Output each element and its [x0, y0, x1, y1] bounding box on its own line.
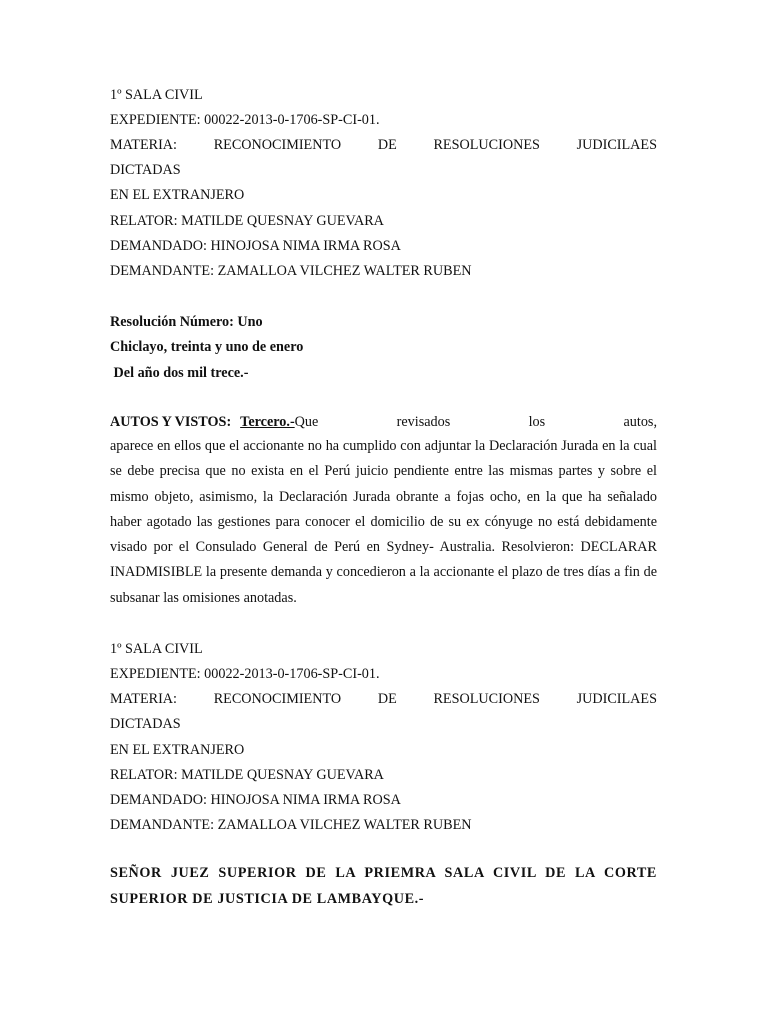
- materia-word: MATERIA:: [110, 691, 177, 707]
- senor-juez-heading: SEÑOR JUEZ SUPERIOR DE LA PRIEMRA SALA CIVIL DE LA CORTE SUPERIOR DE JUSTICIA DE LAMBAYQUE.-: [110, 865, 657, 907]
- relator-label: RELATOR: MATILDE QUESNAY GUEVARA: [110, 213, 384, 229]
- expediente-label: EXPEDIENTE: 00022-2013-0-1706-SP-CI-01.: [110, 666, 380, 682]
- autos-lead-line: [110, 413, 657, 431]
- materia-word: RECONOCIMIENTO: [213, 691, 342, 707]
- materia-word: MATERIA:: [110, 137, 177, 153]
- materia-line-3: EN EL EXTRANJERO: [110, 187, 245, 203]
- materia-line: [110, 690, 657, 708]
- materia-word: RESOLUCIONES: [433, 691, 540, 707]
- materia-line-3: EN EL EXTRANJERO: [110, 742, 245, 758]
- relator-label: RELATOR: MATILDE QUESNAY GUEVARA: [110, 767, 384, 783]
- autos-y-vistos: AUTOS Y VISTOS:: [110, 414, 232, 430]
- demandado-label: DEMANDADO: HINOJOSA NIMA IRMA ROSA: [110, 792, 401, 808]
- materia-word: DE: [377, 691, 397, 707]
- tercero-label: Tercero.-: [240, 414, 295, 430]
- sala-label: 1º SALA CIVIL: [110, 87, 203, 103]
- materia-word: DE: [377, 137, 397, 153]
- materia-word: JUDICILAES: [576, 691, 657, 707]
- resolucion-fecha-1: Chiclayo, treinta y uno de enero: [110, 339, 304, 355]
- materia-word: RESOLUCIONES: [433, 137, 540, 153]
- demandado-label: DEMANDADO: HINOJOSA NIMA IRMA ROSA: [110, 238, 401, 254]
- demandante-label: DEMANDANTE: ZAMALLOA VILCHEZ WALTER RUBEN: [110, 263, 472, 279]
- autos-body: aparece en ellos que el accionante no ha cumplido con adjuntar la Declaración Jurada en la cual se debe precisa que no exista en el Perú juicio pendiente entre las mismas partes y sobre el mismo objeto, asimismo, la Declaración Jurada obrante a fojas ocho, en la que ha señalado haber agotado las gestiones para conocer el domicilio de su ex cónyuge no está debidamente visado por el Consulado General de Perú en Sydney- Australia. Resolvieron: DECLARAR INADMISIBLE la presente demanda y concedieron a la accionante el plazo de tres días a fin de subsanar las omisiones anotadas.: [110, 438, 657, 606]
- materia-line-2: DICTADAS: [110, 716, 181, 732]
- resolucion-numero: Resolución Número: Uno: [110, 314, 263, 330]
- demandante-label: DEMANDANTE: ZAMALLOA VILCHEZ WALTER RUBEN: [110, 817, 472, 833]
- materia-line-2: DICTADAS: [110, 162, 181, 178]
- sala-label: 1º SALA CIVIL: [110, 641, 203, 657]
- expediente-label: EXPEDIENTE: 00022-2013-0-1706-SP-CI-01.: [110, 112, 380, 128]
- resolucion-fecha-2: Del año dos mil trece.-: [110, 365, 249, 381]
- materia-line: [110, 136, 657, 154]
- materia-word: JUDICILAES: [576, 137, 657, 153]
- autos-rest: Que revisados los autos,: [294, 414, 657, 430]
- materia-word: RECONOCIMIENTO: [213, 137, 342, 153]
